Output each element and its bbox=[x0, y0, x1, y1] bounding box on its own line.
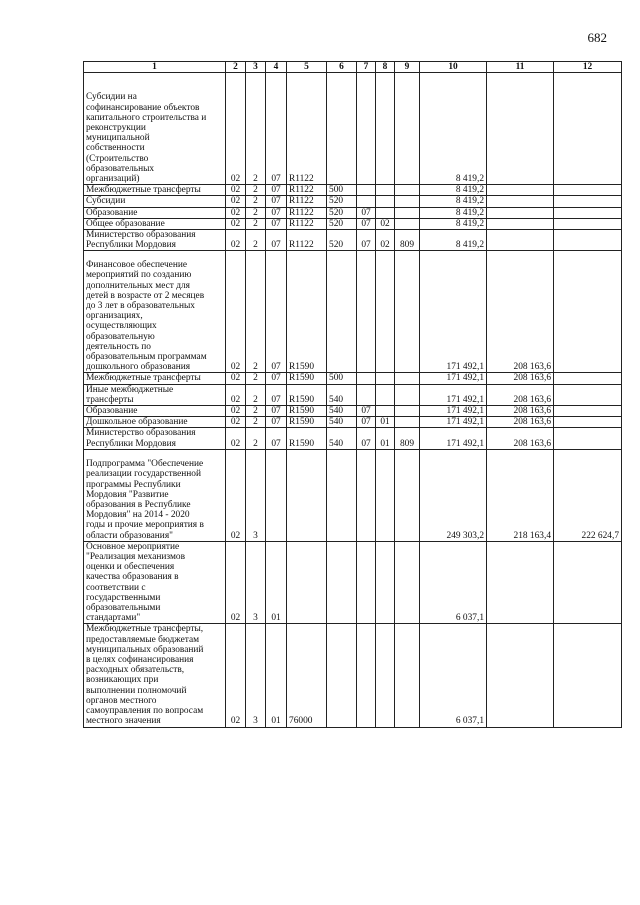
table-row bbox=[84, 541, 622, 624]
cell-col-11 bbox=[487, 196, 554, 207]
cell-col-8 bbox=[376, 541, 395, 624]
cell-col-7: 07 bbox=[357, 207, 376, 218]
cell-col-10: 8 419,2 bbox=[420, 73, 487, 185]
cell-col-11 bbox=[487, 541, 554, 624]
cell-col-7 bbox=[357, 73, 376, 185]
cell-col-2: 02 bbox=[226, 251, 246, 373]
cell-col-8 bbox=[376, 196, 395, 207]
table-row bbox=[84, 417, 622, 428]
cell-col-11 bbox=[487, 624, 554, 727]
cell-col-2: 02 bbox=[226, 230, 246, 251]
cell-col-4: 01 bbox=[266, 624, 287, 727]
column-header: 11 bbox=[487, 62, 554, 73]
table-row bbox=[84, 373, 622, 384]
cell-col-9 bbox=[395, 449, 420, 541]
cell-col-6: 520 bbox=[327, 196, 357, 207]
cell-col-6: 500 bbox=[327, 185, 357, 196]
cell-col-9: 809 bbox=[395, 428, 420, 449]
cell-col-5: R1122 bbox=[287, 218, 327, 229]
cell-row-name: Субсидии bbox=[84, 196, 226, 207]
cell-col-9 bbox=[395, 541, 420, 624]
cell-col-4: 07 bbox=[266, 230, 287, 251]
cell-col-8: 01 bbox=[376, 417, 395, 428]
table-row bbox=[84, 406, 622, 417]
cell-col-7 bbox=[357, 449, 376, 541]
column-header: 4 bbox=[266, 62, 287, 73]
cell-row-name: Субсидии на софинансирование объектов капитального строительства и реконструкции муниципальной собственности (Строительство образовательных организаций) bbox=[84, 73, 226, 185]
cell-col-9 bbox=[395, 196, 420, 207]
cell-col-10: 171 492,1 bbox=[420, 417, 487, 428]
cell-col-5: R1590 bbox=[287, 384, 327, 405]
cell-col-11 bbox=[487, 185, 554, 196]
cell-col-8: 02 bbox=[376, 230, 395, 251]
cell-col-7 bbox=[357, 384, 376, 405]
cell-col-10: 8 419,2 bbox=[420, 196, 487, 207]
cell-col-6 bbox=[327, 541, 357, 624]
cell-col-5: R1122 bbox=[287, 230, 327, 251]
cell-col-9 bbox=[395, 73, 420, 185]
cell-col-3: 2 bbox=[246, 428, 266, 449]
table-row bbox=[84, 449, 622, 541]
cell-col-12 bbox=[554, 406, 622, 417]
cell-col-3: 3 bbox=[246, 449, 266, 541]
cell-col-12 bbox=[554, 218, 622, 229]
table-row bbox=[84, 428, 622, 449]
cell-col-4: 07 bbox=[266, 384, 287, 405]
table-row bbox=[84, 73, 622, 185]
cell-col-3: 2 bbox=[246, 251, 266, 373]
cell-col-7 bbox=[357, 196, 376, 207]
cell-row-name: Министерство образования Республики Мордовия bbox=[84, 428, 226, 449]
cell-col-4: 07 bbox=[266, 218, 287, 229]
cell-col-2: 02 bbox=[226, 207, 246, 218]
column-header: 6 bbox=[327, 62, 357, 73]
cell-col-8 bbox=[376, 207, 395, 218]
column-header: 7 bbox=[357, 62, 376, 73]
cell-col-12: 222 624,7 bbox=[554, 449, 622, 541]
cell-col-12 bbox=[554, 624, 622, 727]
cell-col-8 bbox=[376, 185, 395, 196]
cell-row-name: Образование bbox=[84, 207, 226, 218]
cell-col-11: 208 163,6 bbox=[487, 384, 554, 405]
cell-col-5: R1590 bbox=[287, 417, 327, 428]
cell-col-5: 76000 bbox=[287, 624, 327, 727]
cell-col-8 bbox=[376, 384, 395, 405]
cell-col-8 bbox=[376, 373, 395, 384]
cell-col-2: 02 bbox=[226, 185, 246, 196]
column-header: 12 bbox=[554, 62, 622, 73]
cell-col-9 bbox=[395, 185, 420, 196]
cell-col-9 bbox=[395, 417, 420, 428]
cell-col-9 bbox=[395, 373, 420, 384]
cell-col-6: 520 bbox=[327, 230, 357, 251]
cell-col-8 bbox=[376, 73, 395, 185]
cell-col-11 bbox=[487, 230, 554, 251]
cell-row-name: Межбюджетные трансферты bbox=[84, 373, 226, 384]
cell-col-5: R1590 bbox=[287, 373, 327, 384]
cell-col-3: 2 bbox=[246, 406, 266, 417]
cell-col-6: 540 bbox=[327, 384, 357, 405]
cell-col-5: R1590 bbox=[287, 428, 327, 449]
cell-col-3: 2 bbox=[246, 196, 266, 207]
cell-col-7 bbox=[357, 251, 376, 373]
cell-col-11 bbox=[487, 73, 554, 185]
table-row bbox=[84, 185, 622, 196]
cell-col-9: 809 bbox=[395, 230, 420, 251]
cell-col-9 bbox=[395, 251, 420, 373]
table-row bbox=[84, 196, 622, 207]
cell-col-3: 2 bbox=[246, 384, 266, 405]
cell-col-11: 208 163,6 bbox=[487, 373, 554, 384]
cell-col-6 bbox=[327, 251, 357, 373]
cell-col-3: 2 bbox=[246, 207, 266, 218]
cell-col-5 bbox=[287, 449, 327, 541]
cell-col-6: 520 bbox=[327, 207, 357, 218]
table-row bbox=[84, 218, 622, 229]
cell-col-11: 208 163,6 bbox=[487, 406, 554, 417]
cell-col-12 bbox=[554, 384, 622, 405]
table-row bbox=[84, 230, 622, 251]
cell-col-4: 07 bbox=[266, 73, 287, 185]
cell-col-10: 8 419,2 bbox=[420, 207, 487, 218]
cell-col-10: 8 419,2 bbox=[420, 218, 487, 229]
cell-row-name: Общее образование bbox=[84, 218, 226, 229]
cell-row-name: Межбюджетные трансферты bbox=[84, 185, 226, 196]
cell-col-10: 171 492,1 bbox=[420, 406, 487, 417]
table-row bbox=[84, 384, 622, 405]
cell-row-name: Образование bbox=[84, 406, 226, 417]
cell-col-4: 07 bbox=[266, 428, 287, 449]
cell-col-6 bbox=[327, 624, 357, 727]
cell-col-8: 01 bbox=[376, 428, 395, 449]
cell-col-2: 02 bbox=[226, 196, 246, 207]
cell-col-5: R1590 bbox=[287, 251, 327, 373]
cell-col-2: 02 bbox=[226, 428, 246, 449]
cell-col-4: 07 bbox=[266, 196, 287, 207]
cell-col-2: 02 bbox=[226, 384, 246, 405]
column-header: 5 bbox=[287, 62, 327, 73]
cell-col-4: 07 bbox=[266, 373, 287, 384]
cell-col-10: 171 492,1 bbox=[420, 428, 487, 449]
column-header: 8 bbox=[376, 62, 395, 73]
cell-col-6: 500 bbox=[327, 373, 357, 384]
cell-col-7: 07 bbox=[357, 406, 376, 417]
budget-table bbox=[83, 61, 622, 728]
cell-col-3: 2 bbox=[246, 73, 266, 185]
cell-col-8 bbox=[376, 406, 395, 417]
cell-col-3: 3 bbox=[246, 541, 266, 624]
cell-col-3: 3 bbox=[246, 624, 266, 727]
cell-row-name: Межбюджетные трансферты, предоставляемые бюджетам муниципальных образований в целях софинансирования расходных обязательств, возникающих при выполнении полномочий органов местного самоуправления по вопросам местного значения bbox=[84, 624, 226, 727]
cell-col-9 bbox=[395, 384, 420, 405]
cell-col-12 bbox=[554, 541, 622, 624]
cell-row-name: Министерство образования Республики Мордовия bbox=[84, 230, 226, 251]
cell-col-10: 8 419,2 bbox=[420, 230, 487, 251]
column-header: 1 bbox=[84, 62, 226, 73]
cell-col-4 bbox=[266, 449, 287, 541]
cell-col-9 bbox=[395, 624, 420, 727]
cell-row-name: Подпрограмма "Обеспечение реализации государственной программы Республики Мордовия "Развитие образования в Республике Мордовия" на 2014 - 2020 годы и прочие мероприятия в области образования" bbox=[84, 449, 226, 541]
cell-col-7: 07 bbox=[357, 417, 376, 428]
table-row bbox=[84, 251, 622, 373]
cell-col-2: 02 bbox=[226, 218, 246, 229]
cell-col-4: 01 bbox=[266, 541, 287, 624]
cell-col-3: 2 bbox=[246, 230, 266, 251]
cell-col-8: 02 bbox=[376, 218, 395, 229]
cell-col-9 bbox=[395, 218, 420, 229]
cell-col-4: 07 bbox=[266, 251, 287, 373]
cell-col-5: R1590 bbox=[287, 406, 327, 417]
cell-col-7 bbox=[357, 373, 376, 384]
cell-col-2: 02 bbox=[226, 449, 246, 541]
cell-col-10: 171 492,1 bbox=[420, 373, 487, 384]
cell-col-11 bbox=[487, 218, 554, 229]
cell-col-12 bbox=[554, 207, 622, 218]
cell-col-5: R1122 bbox=[287, 196, 327, 207]
cell-col-2: 02 bbox=[226, 73, 246, 185]
column-header: 10 bbox=[420, 62, 487, 73]
cell-col-8 bbox=[376, 449, 395, 541]
cell-col-2: 02 bbox=[226, 417, 246, 428]
cell-col-5: R1122 bbox=[287, 185, 327, 196]
cell-col-10: 171 492,1 bbox=[420, 384, 487, 405]
cell-col-2: 02 bbox=[226, 624, 246, 727]
cell-col-11: 208 163,6 bbox=[487, 428, 554, 449]
cell-col-12 bbox=[554, 196, 622, 207]
table-header-row bbox=[84, 62, 622, 73]
cell-col-7: 07 bbox=[357, 230, 376, 251]
cell-col-4: 07 bbox=[266, 185, 287, 196]
cell-col-8 bbox=[376, 624, 395, 727]
cell-col-11: 208 163,6 bbox=[487, 417, 554, 428]
table-row bbox=[84, 624, 622, 727]
cell-col-2: 02 bbox=[226, 541, 246, 624]
cell-col-6: 540 bbox=[327, 406, 357, 417]
column-header: 3 bbox=[246, 62, 266, 73]
cell-col-5 bbox=[287, 541, 327, 624]
cell-col-3: 2 bbox=[246, 218, 266, 229]
cell-col-6 bbox=[327, 73, 357, 185]
cell-col-5: R1122 bbox=[287, 73, 327, 185]
cell-row-name: Основное мероприятие "Реализация механизмов оценки и обеспечения качества образования в соответствии с государственными образовательными стандартами" bbox=[84, 541, 226, 624]
cell-col-10: 8 419,2 bbox=[420, 185, 487, 196]
cell-col-3: 2 bbox=[246, 185, 266, 196]
cell-col-6 bbox=[327, 449, 357, 541]
column-header: 2 bbox=[226, 62, 246, 73]
cell-col-10: 249 303,2 bbox=[420, 449, 487, 541]
cell-col-2: 02 bbox=[226, 406, 246, 417]
cell-col-7 bbox=[357, 624, 376, 727]
cell-col-11 bbox=[487, 207, 554, 218]
cell-col-4: 07 bbox=[266, 406, 287, 417]
cell-col-11: 208 163,6 bbox=[487, 251, 554, 373]
cell-col-10: 171 492,1 bbox=[420, 251, 487, 373]
cell-col-6: 540 bbox=[327, 428, 357, 449]
cell-col-12 bbox=[554, 417, 622, 428]
cell-col-6: 520 bbox=[327, 218, 357, 229]
cell-col-12 bbox=[554, 251, 622, 373]
cell-col-3: 2 bbox=[246, 417, 266, 428]
cell-col-12 bbox=[554, 185, 622, 196]
cell-row-name: Дошкольное образование bbox=[84, 417, 226, 428]
table-row bbox=[84, 207, 622, 218]
cell-col-12 bbox=[554, 373, 622, 384]
cell-col-7 bbox=[357, 541, 376, 624]
cell-col-9 bbox=[395, 207, 420, 218]
cell-col-4: 07 bbox=[266, 417, 287, 428]
cell-col-12 bbox=[554, 230, 622, 251]
cell-col-5: R1122 bbox=[287, 207, 327, 218]
page-number: 682 bbox=[587, 30, 607, 45]
cell-col-2: 02 bbox=[226, 373, 246, 384]
cell-col-12 bbox=[554, 73, 622, 185]
cell-col-8 bbox=[376, 251, 395, 373]
cell-col-7: 07 bbox=[357, 428, 376, 449]
cell-col-4: 07 bbox=[266, 207, 287, 218]
cell-col-12 bbox=[554, 428, 622, 449]
cell-col-6: 540 bbox=[327, 417, 357, 428]
cell-col-3: 2 bbox=[246, 373, 266, 384]
cell-col-9 bbox=[395, 406, 420, 417]
cell-col-10: 6 037,1 bbox=[420, 541, 487, 624]
cell-col-11: 218 163,4 bbox=[487, 449, 554, 541]
cell-row-name: Иные межбюджетные трансферты bbox=[84, 384, 226, 405]
cell-col-10: 6 037,1 bbox=[420, 624, 487, 727]
cell-row-name: Финансовое обеспечение мероприятий по созданию дополнительных мест для детей в возрасте от 2 месяцев до 3 лет в образовательных организациях, осуществляющих образовательную деятельность по образовательным программам дошкольного образования bbox=[84, 251, 226, 373]
cell-col-7: 07 bbox=[357, 218, 376, 229]
column-header: 9 bbox=[395, 62, 420, 73]
cell-col-7 bbox=[357, 185, 376, 196]
